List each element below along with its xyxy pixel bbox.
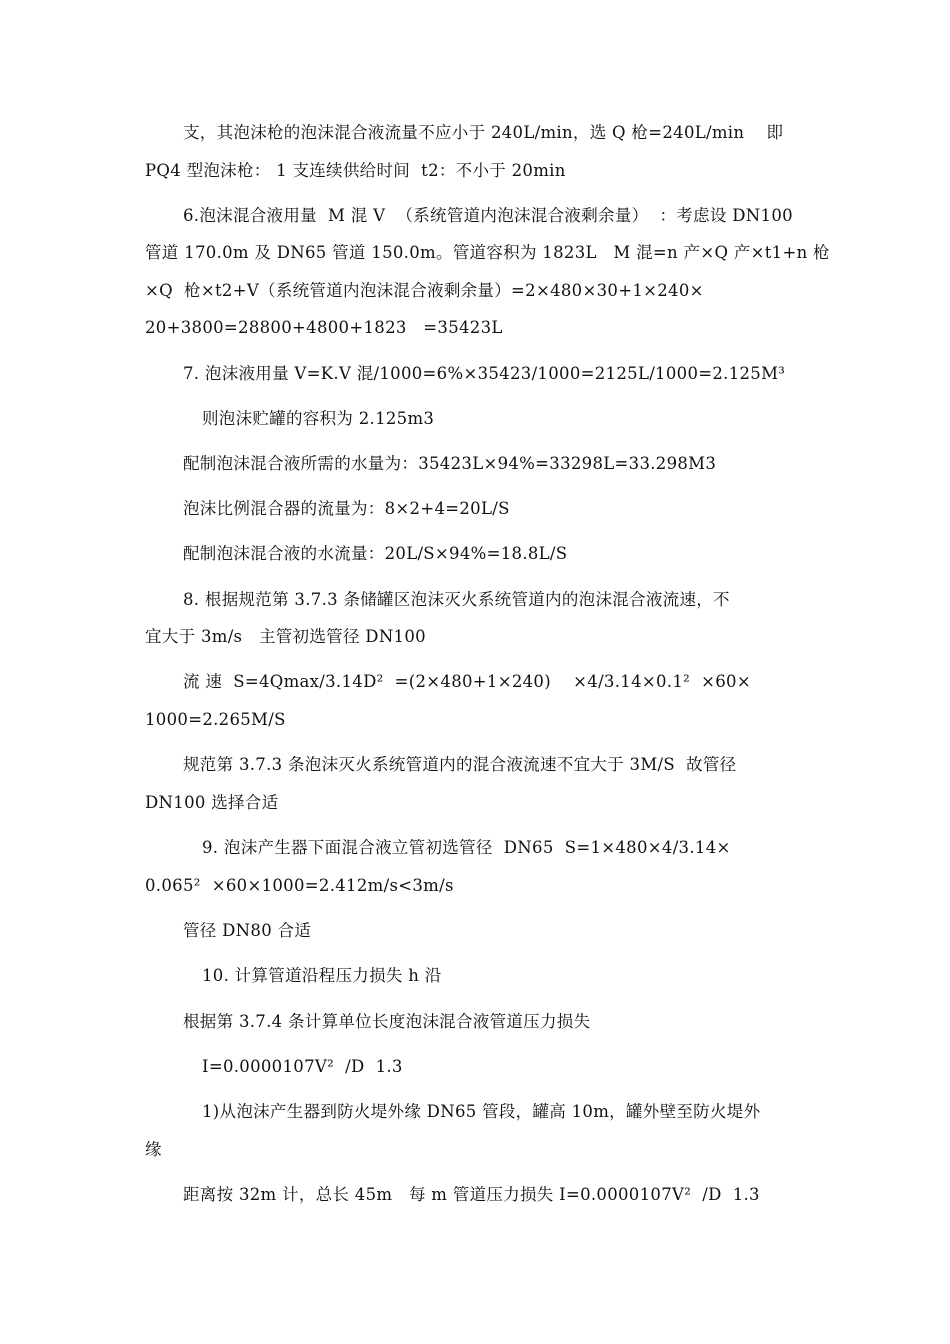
- text-line: 6.泡沫混合液用量 M 混 V （系统管道内泡沫混合液剩余量） ：考虑设 DN100: [183, 206, 793, 225]
- text-line: 缘: [145, 1140, 162, 1159]
- text-line: 9. 泡沫产生器下面混合液立管初选管径 DN65 S=1×480×4/3.14×: [202, 838, 731, 857]
- text-line: 0.065² ×60×1000=2.412m/s<3m/s: [145, 876, 454, 895]
- text-line: 配制泡沫混合液的水流量：20L/S×94%=18.8L/S: [183, 544, 568, 563]
- text-line: 7. 泡沫液用量 V=K.V 混/1000=6%×35423/1000=2125L/1000=2.125M³: [183, 364, 786, 383]
- text-line: 泡沫比例混合器的流量为：8×2+4=20L/S: [183, 499, 510, 518]
- text-line: 8. 根据规范第 3.7.3 条储罐区泡沫灭火系统管道内的泡沫混合液流速，不: [183, 590, 730, 609]
- text-line: 1000=2.265M/S: [145, 710, 286, 729]
- text-line: 20+3800=28800+4800+1823 =35423L: [145, 318, 503, 337]
- text-line: 距离按 32m 计，总长 45m 每 m 管道压力损失 I=0.0000107V² /D 1.3: [183, 1185, 760, 1204]
- text-line: 流 速 S=4Qmax/3.14D² =(2×480+1×240) ×4/3.14×0.1² ×60×: [183, 672, 751, 691]
- text-line: 则泡沫贮罐的容积为 2.125m3: [202, 409, 435, 428]
- text-line: PQ4 型泡沫枪： 1 支连续供给时间 t2：不小于 20min: [145, 161, 566, 180]
- text-line: I=0.0000107V² /D 1.3: [202, 1057, 403, 1076]
- text-line: 规范第 3.7.3 条泡沫灭火系统管道内的混合液流速不宜大于 3M/S 故管径: [183, 755, 737, 774]
- text-line: DN100 选择合适: [145, 793, 279, 812]
- text-line: 管道 170.0m 及 DN65 管道 150.0m。管道容积为 1823L M 混=n 产×Q 产×t1+n 枪: [145, 243, 830, 262]
- text-line: 宜大于 3m/s 主管初选管径 DN100: [145, 627, 426, 646]
- text-line: 1)从泡沫产生器到防火堤外缘 DN65 管段，罐高 10m，罐外壁至防火堤外: [202, 1102, 761, 1121]
- text-line: 管径 DN80 合适: [183, 921, 312, 940]
- text-line: ×Q 枪×t2+V（系统管道内泡沫混合液剩余量）=2×480×30+1×240×: [145, 281, 704, 300]
- text-line: 配制泡沫混合液所需的水量为：35423L×94%=33298L=33.298M3: [183, 454, 717, 473]
- text-line: 10. 计算管道沿程压力损失 h 沿: [202, 966, 442, 985]
- text-line: 根据第 3.7.4 条计算单位长度泡沫混合液管道压力损失: [183, 1012, 591, 1031]
- text-line: 支，其泡沫枪的泡沫混合液流量不应小于 240L/min，选 Q 枪=240L/min 即: [183, 123, 784, 142]
